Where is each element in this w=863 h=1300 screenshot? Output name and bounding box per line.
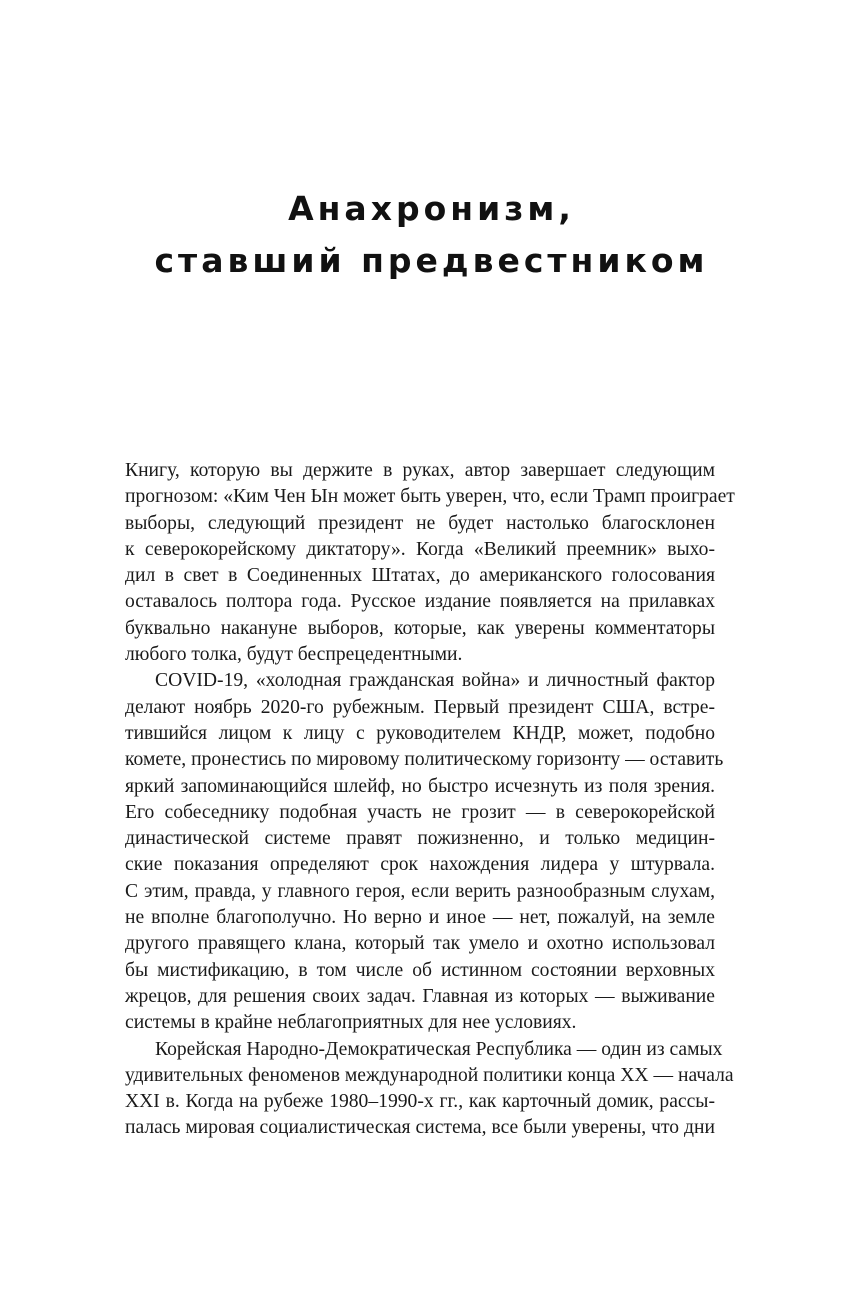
paragraph-3 [125,1037,734,1142]
text-line: XXI в. Когда на рубеже 1980–1990-х гг., как карточный домик, рассы- [125,1091,715,1113]
text-line: к северокорейскому диктатору». Когда «Великий преемник» выхо- [125,538,715,560]
chapter-title [0,183,863,287]
text-line: комете, пронестись по мировому политическому горизонту — оставить [125,749,724,771]
text-line: COVID-19, «холодная гражданская война» и личностный фактор [155,670,715,692]
chapter-title-line-1: Анахронизм, [288,189,575,228]
text-line: Корейская Народно-Демократическая Республика — один из самых [155,1038,723,1060]
text-line: буквально накануне выборов, которые, как уверены комментаторы [125,617,715,639]
text-line: яркий запоминающийся шлейф, но быстро исчезнуть из поля зрения. [125,775,715,797]
text-line: не вполне благополучно. Но верно и иное — нет, пожалуй, на земле [125,907,715,929]
text-line: С этим, правда, у главного героя, если верить разнообразным слухам, [125,880,715,902]
body-text [125,458,735,1142]
text-line: Книгу, которую вы держите в руках, автор завершает следующим [125,460,715,481]
paragraph-2 [125,668,724,1036]
paragraph-1 [125,458,735,668]
text-line: жрецов, для решения своих задач. Главная из которых — выживание [125,985,715,1007]
text-line: династической системе правят пожизненно, и только медицин- [125,828,715,850]
text-line: делают ноябрь 2020-го рубежным. Первый президент США, встре- [125,696,715,718]
text-line: выборы, следующий президент не будет настолько благосклонен [125,512,715,534]
text-line: бы мистификацию, в том числе об истинном состоянии верховных [125,959,715,981]
text-line: любого толка, будут беспрецедентными. [125,644,463,666]
chapter-title-line-2: ставший предвестником [154,241,709,280]
text-line: Его собеседнику подобная участь не грозит — в северокорейской [125,801,715,823]
text-line: палась мировая социалистическая система, все были уверены, что дни [125,1117,715,1139]
text-line: оставалось полтора года. Русское издание появляется на прилавках [125,591,715,613]
text-line: удивительных феноменов международной политики конца XX — начала [125,1064,734,1086]
text-line: тившийся лицом к лицу с руководителем КНДР, может, подобно [125,722,715,744]
text-line: прогнозом: «Ким Чен Ын может быть уверен, что, если Трамп проиграет [125,486,735,508]
text-line: другого правящего клана, который так умело и охотно использовал [125,933,715,955]
text-line: системы в крайне неблагоприятных для нее условиях. [125,1012,577,1034]
text-line: ские показания определяют срок нахождения лидера у штурвала. [125,854,715,876]
text-line: дил в свет в Соединенных Штатах, до американского голосования [125,565,715,587]
